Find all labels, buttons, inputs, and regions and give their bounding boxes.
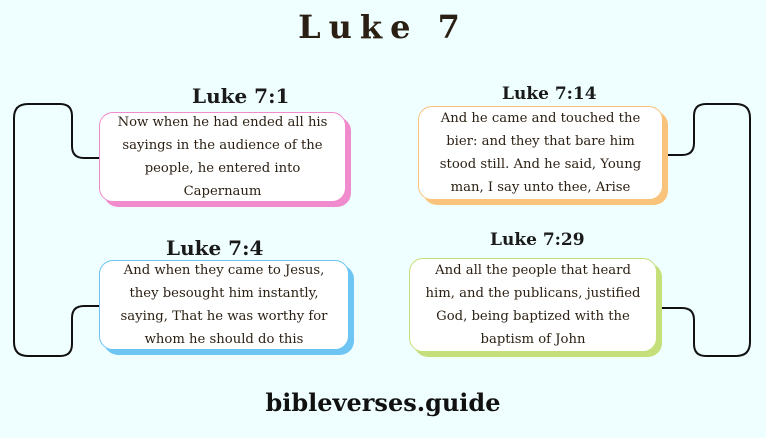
- verse-ref-luke-7-4: Luke 7:4: [166, 236, 264, 260]
- verse-card-luke-7-29: [409, 258, 657, 352]
- verse-ref-luke-7-1: Luke 7:1: [192, 84, 290, 108]
- verse-card-luke-7-1: [99, 112, 346, 202]
- site-footer: bibleverses.guide: [265, 388, 501, 417]
- verse-text: And all the people that heard him, and the publicans, justified God, being baptized with the baptism of John: [425, 263, 641, 347]
- verse-ref-luke-7-29: Luke 7:29: [490, 230, 585, 250]
- right-bracket-connector: [660, 104, 750, 356]
- verse-text: Now when he had ended all his sayings in the audience of the people, he entered into Capernaum: [117, 115, 328, 199]
- left-bracket-connector: [14, 104, 100, 356]
- verse-text: And when they came to Jesus, they besought him instantly, saying, That he was worthy for whom he should do this: [120, 263, 328, 347]
- verse-ref-luke-7-14: Luke 7:14: [502, 84, 597, 104]
- verse-text: And he came and touched the bier: and they that bare him stood still. And he said, Young man, I say unto thee, Arise: [439, 111, 642, 195]
- page-title: Luke 7: [298, 8, 468, 46]
- verse-card-luke-7-4: [99, 260, 349, 350]
- verse-card-luke-7-14: [418, 106, 663, 200]
